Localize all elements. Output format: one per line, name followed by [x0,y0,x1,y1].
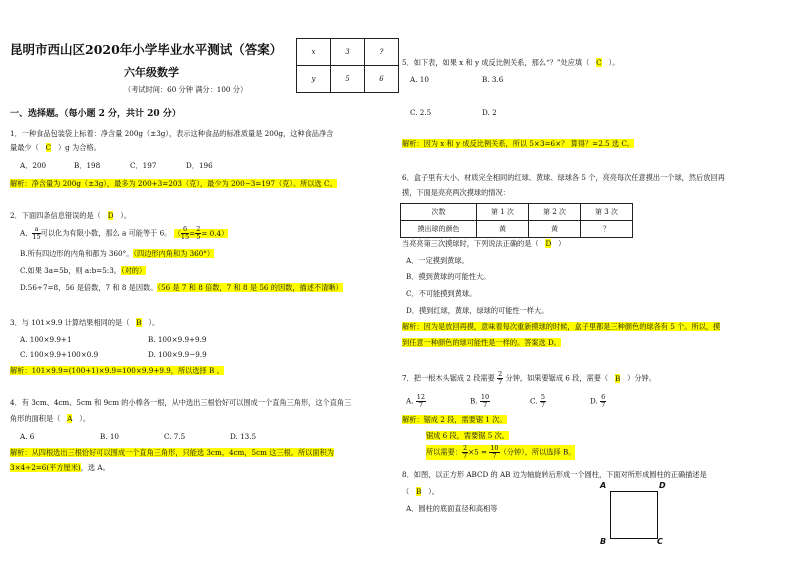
q4-answer: A [67,414,73,423]
q6-table-head: 次数 [401,204,477,221]
q4-option-c: C. 7.5 [164,432,186,441]
q1-line1: 1．一种食品包装袋上标着：净含量 200g（±3g），表示这种食品的标准质量是 200g，这种食品净含 [10,129,334,138]
q3-answer: B [136,318,142,327]
xy-cell: 6 [365,66,399,93]
xy-cell: ? [365,39,399,66]
q6-table-cell: 摸出球的颜色 [401,221,477,238]
q6-table-cell: ？ [581,221,633,238]
q1-option-d: D．196 [186,161,213,170]
q6-option-c: C．不可能摸到黄球。 [406,289,477,298]
q3-option-d: D. 100×9.9−9.9 [148,350,207,359]
q2-option-d-note: （56 是 7 和 8 倍数，7 和 8 是 56 的因数，描述不清晰） [157,283,343,292]
vertex-label-c: C [657,537,663,546]
section-heading: 一、选择题。（每小题 2 分，共计 20 分） [10,109,181,119]
q2-option-a-note: （ $\frac{6}{15}$ = $\frac{2}{5}$ = 0.4） [173,225,229,241]
page-title: 昆明市西山区2020年小学毕业水平测试（答案） [10,42,283,57]
q2-option-d: D.56÷7=8，56 是倍数，7 和 8 是因数。（56 是 7 和 8 倍数，7 和 8 是 56 的因数，描述不清晰） [20,283,343,292]
q5-stem: 5．如下表，如果 x 和 y 成反比例关系，那么“？”处应填（ C ）。 [402,58,620,67]
vertex-label-b: B [600,537,607,546]
q1-option-b: B．198 [74,161,101,170]
q1-line2: 量最少（ C ）g 为合格。 [10,143,101,152]
q8-line1: 8．如图，以正方形 ABCD 的 AB 边为轴旋转后形成一个圆柱，下面对所形成圆柱的正确描述是 [402,470,707,479]
q2-option-b: B.所有四边形的内角和都为 360°。（四边形内角和为 360°） [20,249,215,258]
q6-table-head: 第 3 次 [581,204,633,221]
q7-option-a: A. $\frac{12}{7}$ [406,393,426,409]
q7-option-d: D. $\frac{6}{7}$ [590,393,606,409]
q6-explanation-line2: 到任意一种颜色的球可能性是一样的。答案选 D。 [402,338,561,347]
q8-answer: B [416,487,422,496]
q5-option-b: B. 3.6 [482,75,504,84]
q7-stem: 7．把一根木头锯成 2 段需要 $\frac{2}{7}$ 分钟，如果要锯成 6 段，需要（ B ）分钟。 [402,370,656,386]
q7-option-c: C. $\frac{5}{7}$ [530,393,545,409]
q5-explanation: 解析：因为 x 和 y 成反比例关系，所以 5×3=6×？ 算得？=2.5 选 C。 [402,139,635,148]
q2-option-c: C.如果 3a=5b，则 a:b=5:3。（对的） [20,266,147,275]
q1-option-a: A．200 [20,161,47,170]
q7-explanation-line3: 所以需要： $\frac{2}{7}$ ×5 = $\frac{10}{7}$ （分钟），所以选择 B。 [426,444,576,460]
q2-option-c-note: （对的） [121,266,147,275]
q1-option-c: C．197 [130,161,157,170]
q3-explanation: 解析：101×9.9=(100+1)×9.9=100×9.9+9.9，所以选择 B 。 [10,366,224,375]
q6-table-head: 第 2 次 [529,204,581,221]
q4-explanation-line2: 3×4÷2=6(平方厘米)，选 A。 [10,463,110,472]
vertex-label-d: D [659,481,666,490]
q6-table-cell: 黄 [477,221,529,238]
q6-draw-table [400,203,633,238]
q1-explanation: 解析：净含量为 200g（±3g），最多为 200+3=203（克），最少为 200−3=197（克）。所以选 C。 [10,179,337,188]
xy-cell: x [297,39,331,66]
q5-option-c: C. 2.5 [410,108,432,117]
q6-line1: 6．盒子里有大小、材质完全相同的红球、黄球、绿球各 5 个，亮亮每次任意摸出一个球，然后放回再 [402,173,725,182]
xy-cell: 5 [331,66,365,93]
q6-table-cell: 黄 [529,221,581,238]
square-abcd [610,491,658,539]
q2-option-b-note: （四边形内角和为 360°） [133,249,215,258]
q5-option-a: A. 10 [410,75,429,84]
q3-stem: 3．与 101×9.9 计算结果相同的是（ B ）。 [10,318,160,327]
exam-info: （考试时间：60 分钟 满分：100 分） [124,85,248,94]
q7-explanation-line1: 解析：锯成 2 段，需要锯 1 次。 [402,415,507,424]
q7-option-b: B. $\frac{10}{7}$ [470,393,490,409]
q3-option-a: A. 100×9.9+1 [20,335,72,344]
q7-explanation-line2: 锯成 6 段，需要锯 5 次。 [426,431,509,440]
xy-cell: 3 [331,39,365,66]
q2-stem: 2．下面四条信息错误的是（ D ）。 [10,211,132,220]
q8-line2: （ B ）。 [402,487,439,496]
q3-option-c: C. 100×9.9+100×0.9 [20,350,99,359]
q4-explanation-line1: 解析：从四根选出三根恰好可以围成一个直角三角形，只能选 3cm，4cm，5cm 这三根。所以面积为 [10,448,334,457]
q4-option-a: A. 6 [20,432,35,441]
q6-line2: 摸，下面是亮亮两次摸球的情况： [402,188,510,197]
q2-option-a: A． $\frac{a}{15}$ 可以化为有限小数，那么 a 可能等于 6。 （ $\frac{6}{15}$ = $\frac{2}{5}$ = 0.4） [20,225,229,241]
q6-explanation-line1: 解析：因为是放回再摸，意味着每次重新摸球的时候，盒子里都是三种颜色的球各有 5 个。所以，摸 [402,322,721,331]
q6-option-d: D．摸到红球，黄球，绿球的可能性一样大。 [406,306,549,315]
q5-answer: C [596,58,602,67]
xy-table [296,38,399,93]
page-subtitle: 六年级数学 [124,66,179,79]
q4-option-b: B. 10 [100,432,119,441]
q4-option-d: D. 13.5 [230,432,257,441]
q6-answer: D [545,239,552,248]
q1-answer: C [45,143,52,152]
q6-table-head: 第 1 次 [477,204,529,221]
q2-answer: D [107,211,114,220]
q6-stem: 当亮亮第三次摸球时，下列说法正确的是（ D ） [402,239,566,248]
q7-answer: B [614,373,621,383]
q6-option-b: B．摸到黄球的可能性大。 [406,272,491,281]
xy-cell: y [297,66,331,93]
q4-line1: 4．有 3cm、4cm、5cm 和 9cm 的小棒各一根，从中选出三根恰好可以围成一个直角三角形，这个直角三 [10,398,352,407]
q5-option-d: D. 2 [482,108,497,117]
q8-option-a: A．圆柱的底面直径和高相等 [406,504,498,513]
q4-line2: 角形的面积是（ A ）。 [10,414,91,423]
vertex-label-a: A [600,481,607,490]
q3-option-b: B. 100×9.9+9.9 [148,335,207,344]
q6-option-a: A．一定摸到黄球。 [406,256,469,265]
